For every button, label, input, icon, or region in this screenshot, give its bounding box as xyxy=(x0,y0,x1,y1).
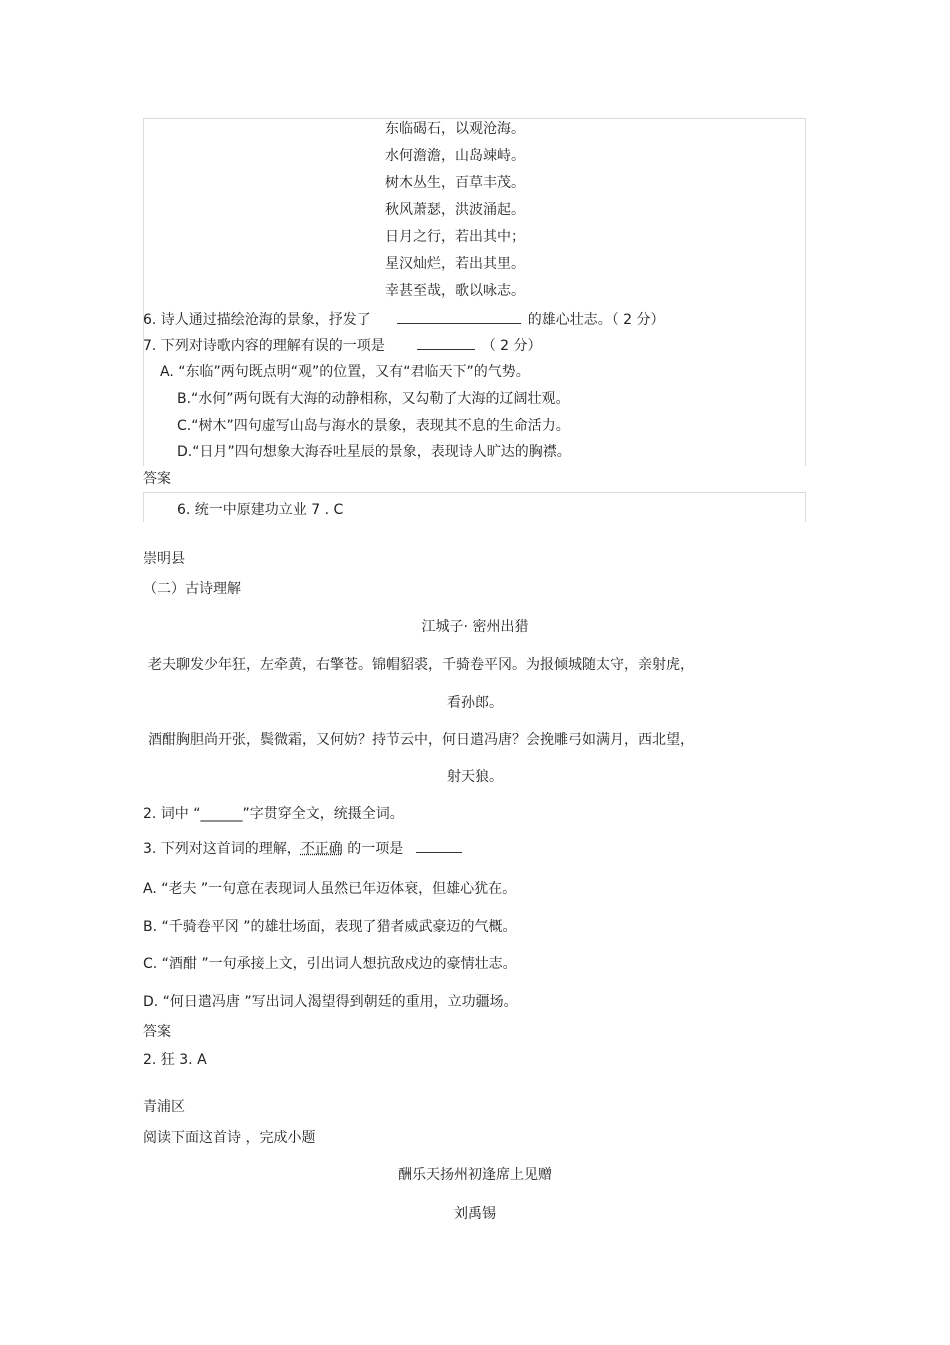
answer-text: 6. 统一中原建功立业 7 . C xyxy=(177,502,344,518)
poem-line: 树木丛生，百草丰茂。 xyxy=(385,175,525,191)
option-d: D.“日月”四句想象大海吞吐星辰的景象，表现诗人旷达的胸襟。 xyxy=(177,444,571,460)
question-7-prefix: 7. 下列对诗歌内容的理解有误的一项是 xyxy=(143,338,385,354)
instruction-text: 阅读下面这首诗 ，完成小题 xyxy=(143,1130,316,1146)
poem-line: 射天狼。 xyxy=(447,769,503,785)
poem-line: 星汉灿烂，若出其里。 xyxy=(385,256,525,272)
answer-label: 答案 xyxy=(143,1024,171,1040)
poem-line: 日月之行，若出其中； xyxy=(385,229,525,245)
poem-line: 看孙郎。 xyxy=(447,695,503,711)
poem-line: 东临碣石，以观沧海。 xyxy=(385,121,525,137)
poem-author: 刘禹锡 xyxy=(454,1206,496,1222)
poem-line: 幸甚至哉，歌以咏志。 xyxy=(385,283,525,299)
district-title: 崇明县 xyxy=(143,551,185,567)
answer-blank xyxy=(397,309,521,324)
option-d: D. “何日遣冯唐 ”写出词人渴望得到朝廷的重用，立功疆场。 xyxy=(143,994,518,1010)
question-7-suffix: （ 2 分） xyxy=(481,338,542,354)
question-6-prefix: 6. 诗人通过描绘沧海的景象，抒发了 xyxy=(143,312,371,328)
question-3 xyxy=(143,838,462,858)
poem-title: 酬乐天扬州初逢席上见赠 xyxy=(398,1167,552,1183)
question-6-suffix: 的雄心壮志。（ 2 分） xyxy=(527,312,665,328)
question-2: 2. 词中 “______”字贯穿全文，统摄全词。 xyxy=(143,806,404,822)
poem-title: 江城子· 密州出猎 xyxy=(421,619,529,635)
poem-line: 老夫聊发少年狂，左牵黄，右擎苍。锦帽貂裘，千骑卷平冈。为报倾城随太守，亲射虎， xyxy=(148,657,694,673)
poem-line: 秋风萧瑟，洪波涌起。 xyxy=(385,202,525,218)
emphasis-text: 不正确 xyxy=(300,841,343,857)
option-a: A. “东临”两句既点明“观”的位置，又有“君临天下”的气势。 xyxy=(160,364,530,380)
answer-text: 2. 狂 3. A xyxy=(143,1052,207,1068)
option-b: B. “千骑卷平冈 ”的雄壮场面，表现了猎者威武豪迈的气概。 xyxy=(143,919,517,935)
option-c: C.“树木”四句虚写山岛与海水的景象，表现其不息的生命活力。 xyxy=(177,418,570,434)
poem-line: 酒酣胸胆尚开张，鬓微霜，又何妨？持节云中，何日遣冯唐？会挽雕弓如满月，西北望， xyxy=(148,732,694,748)
section-heading: （二）古诗理解 xyxy=(143,581,241,597)
district-title: 青浦区 xyxy=(143,1099,185,1115)
question-6 xyxy=(143,309,665,329)
question-7 xyxy=(143,335,542,355)
option-b: B.“水何”两句既有大海的动静相称，又勾勒了大海的辽阔壮观。 xyxy=(177,391,570,407)
question-3-suffix: 的一项是 xyxy=(342,841,404,857)
option-c: C. “酒酣 ”一句承接上文，引出词人想抗敌戍边的豪情壮志。 xyxy=(143,956,517,972)
answer-label: 答案 xyxy=(143,471,171,487)
option-a: A. “老夫 ”一句意在表现词人虽然已年迈体衰，但雄心犹在。 xyxy=(143,881,517,897)
answer-blank xyxy=(416,838,462,853)
poem-line: 水何澹澹，山岛竦峙。 xyxy=(385,148,525,164)
question-3-prefix: 3. 下列对这首词的理解， xyxy=(143,841,301,857)
answer-blank xyxy=(417,335,475,350)
